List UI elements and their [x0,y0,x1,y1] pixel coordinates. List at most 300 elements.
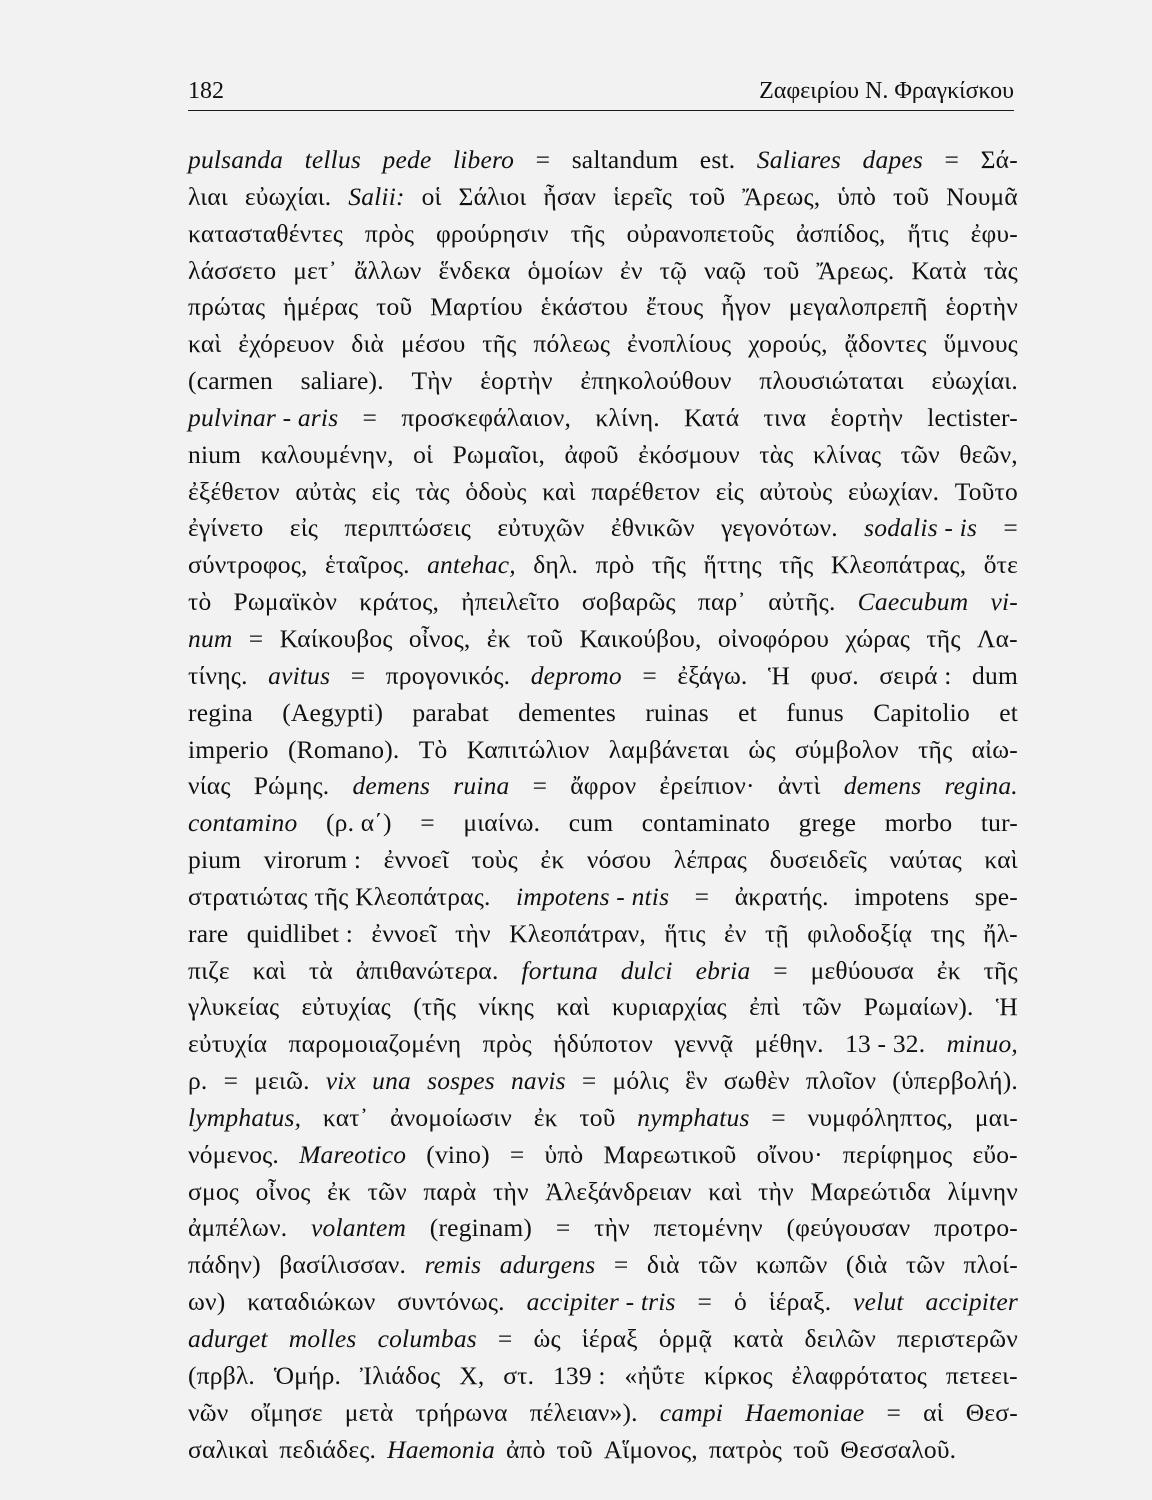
text-word: πλουσιώταται [759,366,904,396]
text-word: = [420,808,435,838]
text-word: τοῦ [763,255,800,285]
latin-lemma-word: ebria [695,955,751,985]
text-word: καὶ [984,845,1018,875]
text-word: ἐλαφρότατος [791,1360,928,1390]
text-word: τινα [763,402,807,432]
text-word: ἐπὶ [749,992,781,1022]
text-word: εὔο- [972,1139,1018,1169]
text-word: στρατιώτας τῆς Κλεοπάτρας. [188,881,491,911]
text-word: τρήρωνα [415,1397,508,1427]
latin-lemma-word: impotens - ntis [516,881,670,911]
text-word: ὁμοίων [527,255,604,285]
latin-lemma-word: libero [452,145,515,174]
text-line [188,805,1018,842]
text-word: ἥτις [664,918,706,948]
text-line [188,916,1018,953]
text-word: = [886,1397,902,1427]
latin-lemma-word: dulci [620,955,673,985]
text-word: Χ, [459,1360,485,1390]
text-word: τῆς [918,734,953,764]
text-word: ᾄδοντες [844,329,927,359]
text-word: ἱέραξ. [768,1287,832,1317]
text-word: tur- [980,808,1018,838]
text-word: Μαρεώτιδα [810,1176,931,1206]
text-word: ἔτους [645,292,704,322]
text-word: ἱερεῖς [613,181,673,211]
latin-lemma-word: minuo, [946,1029,1018,1059]
text-word: ἀμπέλων. [188,1213,288,1243]
text-word: ἕνδεκα [438,255,511,285]
text-word: morbo [884,808,953,838]
text-word: ἐγίνετο [188,513,264,543]
text-word: σωθὲν [723,1066,790,1096]
text-word: λάσσετο [188,255,277,285]
text-word: ρ. [188,1066,208,1096]
latin-lemma-word: columbas [377,1324,477,1353]
latin-lemma-word: demens [352,771,431,801]
text-word: = [697,1287,713,1317]
text-word: Κλεοπάτραν, [509,918,646,948]
text-word: ἀπὸ [505,1434,546,1464]
text-word: εὐτυχῶν [497,513,585,543]
text-word: τοῦ [689,181,726,211]
latin-lemma-word: adurgens [499,1250,596,1280]
text-word: τοῦ [556,1434,593,1464]
text-line [188,1210,1018,1247]
text-word: = [773,955,788,985]
text-line [188,253,1018,290]
text-word: τῆς [570,218,605,248]
text-word: μέθην. [754,1029,824,1059]
text-word: Καίκουβος [279,623,393,653]
text-word: εὐτυχία [188,1029,268,1059]
latin-lemma-word: Salii: [348,181,405,211]
text-word: Ἀλεξάνδρειαν [545,1176,692,1206]
latin-lemma-word: volantem [311,1213,407,1243]
text-word: σύντροφος, [188,550,308,580]
text-word: νίας [188,771,231,801]
latin-lemma-word: Haemonia [387,1434,495,1464]
text-line [188,1395,1018,1432]
text-word: οἶνος [255,1176,311,1206]
text-word: = [1003,513,1018,543]
text-line [188,1321,1018,1358]
text-word: πλοῖον [805,1066,877,1096]
latin-lemma-word: tellus [304,145,362,174]
text-word: ἥττης [703,550,762,580]
running-head: Ζαφειρίου Ν. Φραγκίσκου [759,78,1014,104]
text-word: nium [188,439,242,469]
text-word: Capitolio [873,697,970,727]
text-word: τῶν [905,1250,946,1280]
text-word: Καικούβου, [579,623,702,653]
text-word: ἥτις [907,218,949,248]
text-word: οἴμησε [250,1397,323,1427]
text-word: δυσειδεῖς [769,845,868,875]
text-word: πρὸς [364,218,415,248]
text-word: εἰς [371,476,400,506]
text-word: ἄφρον [570,771,637,801]
text-word: = [350,660,366,690]
text-word: τῷ [659,255,688,285]
text-line [188,216,1018,253]
text-word: = [613,1250,629,1280]
text-word: τῶν [698,1250,738,1280]
text-word: παρ᾽ [697,587,747,617]
latin-lemma-word: contamino [188,808,298,838]
text-line [188,842,1018,879]
text-word: 139 : [552,1360,606,1390]
text-word: Ρωμαίων). [863,992,974,1022]
text-word: ἐκ [327,1176,352,1206]
text-word: φυσ. [810,660,859,690]
text-word: ἐξάγω. [677,660,748,690]
text-word: χώρας [845,623,911,653]
text-word: κυριαρχίας [612,992,727,1022]
text-word: grege [798,808,857,838]
text-word: τὰς [759,439,794,469]
latin-lemma-word: num [188,623,233,653]
text-word: lectister- [927,402,1018,432]
text-word: τοῦ [526,623,564,653]
text-word: Μαρεωτικοῦ [603,1139,737,1169]
text-line [188,326,1018,363]
text-line [188,1358,1018,1395]
text-word: contaminato [641,808,771,838]
text-word: προγονικός. [385,660,511,690]
text-word: impotens [854,881,950,911]
text-word: σαλικαὶ [188,1434,269,1464]
text-word: ὁ [733,1287,747,1317]
text-word: κατὰ [733,1324,784,1353]
text-word: regina [188,697,253,727]
page-header [188,68,1014,111]
text-word: εὐωχίαι. [244,181,332,211]
text-word: μεθύουσα [810,955,914,985]
text-word: καὶ [708,1176,742,1206]
text-word: κλίνη. [595,402,660,432]
latin-lemma-word: velut [853,1287,904,1317]
latin-lemma-word: depromo [530,660,622,690]
text-word: εἰς [289,513,319,543]
text-word: ἄλλων [354,255,422,285]
text-word: τὰ [308,955,333,985]
text-word: ἀπιθανώτερα. [355,955,499,985]
text-word: = [223,1066,239,1096]
text-word: Τὸ [418,734,448,764]
text-line [188,474,1018,511]
latin-lemma-word: Saliares [756,145,842,174]
latin-lemma-word: vix [325,1066,357,1096]
text-word: ἐρείπιον· [659,771,755,801]
text-line [188,289,1018,326]
commentary-text [188,142,1018,1468]
text-word: διὰ [351,329,385,359]
text-word: = [509,1139,525,1169]
text-line [188,363,1018,400]
text-word: ων) [188,1287,226,1317]
latin-lemma-word: pulsanda [188,145,284,174]
text-word: αἱ [923,1397,944,1427]
text-word: μετ᾽ [293,255,338,285]
text-word: ἀντὶ [777,771,821,801]
text-word: ἀφοῦ [564,439,619,469]
text-word: Ρώμης. [253,771,330,801]
text-word: ἡδύποτον [553,1029,653,1059]
text-word: λαμβάνεται [608,734,730,764]
text-word: εὐωχίαν. [848,476,940,506]
text-word: Σά- [980,145,1018,174]
text-word: ὁρμᾷ [658,1324,713,1353]
text-word: τὴν [758,1176,794,1206]
text-word: πρὸς [482,1029,532,1059]
text-word: σύμβολον [794,734,899,764]
text-word: τῆς [779,550,814,580]
text-word: = [248,623,264,653]
text-line [188,1063,1018,1100]
text-word: κατ᾽ [322,1102,369,1132]
text-word: τῆς [651,550,687,580]
text-word: ἀκρατής. [734,881,829,911]
text-word: καταδιώκων [247,1287,376,1317]
text-word: ἐνοπλίους [627,329,732,359]
text-word: = [694,881,710,911]
text-line [188,1247,1018,1284]
text-line [188,437,1018,474]
text-word: ἑορτὴν [480,366,553,396]
text-word: virorum : [263,845,362,875]
text-word: πιζε [188,955,230,985]
text-word: τοῦ [579,1102,616,1132]
latin-lemma-word: Mareotico [299,1139,407,1169]
text-word: ἐφυ- [970,218,1018,248]
text-word: Ρωμαϊκὸν [233,587,338,617]
text-word: Ἄρεως. [816,255,895,285]
text-word: οἱ [421,181,442,211]
text-word: 13 - 32. [845,1029,926,1059]
text-word: κλίνας [812,439,882,469]
text-word: φιλοδοξίᾳ [807,918,913,948]
text-word: ἐννοεῖ [383,845,449,875]
text-word: ἑορτὴν [830,402,904,432]
text-word: ἐκ [486,623,511,653]
text-word: ἐν [620,255,643,285]
text-line [188,1174,1018,1211]
text-word: γλυκείας [188,992,280,1022]
text-word: τῶν [900,439,940,469]
text-word: λέπρας [673,845,748,875]
latin-lemma-word: molles [288,1324,357,1353]
text-word: ὡς [533,1324,561,1353]
text-word: γεννᾷ [674,1029,734,1059]
text-word: ὕμνους [943,329,1018,359]
text-word: τὸ [188,587,212,617]
text-word: περίφημος [842,1139,953,1169]
text-word: εὐωχίαι. [931,366,1018,396]
text-word: dementes [518,697,617,727]
latin-lemma-word: campi [659,1397,724,1427]
text-line [188,732,1018,769]
text-word: funus [786,697,844,727]
text-word: τὰς [415,476,450,506]
text-word: Νουμᾶ [946,181,1018,211]
text-word: γεγονότων. [721,513,838,543]
latin-lemma-word: una [372,1066,412,1096]
text-word: Κλεοπάτρας, [830,550,967,580]
text-line [188,510,1018,547]
latin-lemma-word: remis [424,1250,482,1280]
text-word: τοῦ [793,1434,830,1464]
text-word: πετομένην [653,1213,763,1243]
text-word: ἦγον [721,292,771,322]
text-word: Σάλιοι [458,181,527,211]
text-word: ὑπὸ [544,1139,584,1169]
latin-lemma-word: Haemoniae [745,1397,865,1427]
text-word: οἶνος, [408,623,471,653]
text-word: πατρὸς [708,1434,783,1464]
text-line [188,1026,1018,1063]
text-word: καὶ [252,955,287,985]
text-word: οὐρανοπετοῦς [626,218,775,248]
text-word: (Aegypti) [282,697,384,727]
text-word: σοβαρῶς [581,587,676,617]
text-word: ἐκ [533,1102,558,1132]
text-word: est. [699,145,736,174]
text-word: πόλεως [533,329,611,359]
text-line [188,953,1018,990]
text-word: Θεσσαλοῦ. [840,1434,957,1464]
text-word: et [738,697,757,727]
latin-lemma-word: fortuna [521,955,598,985]
text-word: ναύτας [889,845,962,875]
text-word: πάδην) [188,1250,261,1280]
text-word: = [555,1213,571,1243]
text-word: (reginam) [429,1213,533,1243]
text-word: χορούς, [748,329,828,359]
latin-lemma-word: sodalis - is [864,513,978,543]
text-word: Ρωμαῖοι, [452,439,546,469]
text-word: (τῆς [413,992,457,1022]
text-word: Ἡ [767,660,791,690]
text-word: τοὺς [471,845,518,875]
text-word: διὰ [646,1250,680,1280]
text-word: τῇ [764,918,789,948]
text-word: τίνης. [188,660,248,690]
text-word: spe- [974,881,1018,911]
text-word: της [930,918,965,948]
text-word: πεδιάδες. [279,1434,377,1464]
text-word: ἑταῖρος. [324,550,410,580]
text-word: imperio [188,734,269,764]
text-word: (carmen [188,366,273,396]
text-word: θεῶν, [959,439,1018,469]
latin-lemma-word: accipiter [925,1287,1018,1317]
text-word: dum [972,660,1018,690]
text-word: Κατὰ [911,255,967,285]
latin-lemma-word: lymphatus, [188,1102,302,1132]
text-line [188,547,1018,584]
text-word: οἱ [413,439,434,469]
text-word: καὶ [542,476,576,506]
text-word: βασίλισσαν. [279,1250,407,1280]
text-word: τῆς [983,955,1018,985]
text-word: παρὰ [423,1176,477,1206]
latin-lemma-word: ruina [453,771,510,801]
text-line [188,989,1018,1026]
text-word: = [581,1066,597,1096]
text-word: Τὴν [411,366,453,396]
text-word: Κατά [684,402,740,432]
text-word: Θεσ- [965,1397,1018,1427]
text-word: καὶ [556,992,590,1022]
text-word: τὴν [493,1176,529,1206]
text-word: μεγαλοπρεπῆ [788,292,928,322]
text-word: τὴν [594,1213,630,1243]
text-word: Τοῦτο [954,476,1018,506]
text-word: (ρ. α΄) [325,808,392,838]
text-word: (διὰ [845,1250,888,1280]
latin-lemma-word: dapes [862,145,924,174]
text-word: = [362,402,378,432]
text-word: τῶν [367,1176,407,1206]
text-word: φρούρησιν [435,218,549,248]
text-word: ἤλ- [983,918,1018,948]
text-word: = [944,145,960,174]
latin-lemma-word: pede [382,145,432,174]
text-word: οἰνοφόρου [717,623,830,653]
text-word: ἐχόρευον [238,329,335,359]
text-word: μειῶ. [254,1066,310,1096]
text-word: ἀσπίδος, [795,218,886,248]
latin-lemma-word: avitus [268,660,331,690]
text-word: κράτος, [359,587,440,617]
text-line [188,695,1018,732]
text-word: μαι- [974,1102,1018,1132]
text-word: rare [188,918,229,948]
text-word: Ἄρεως, [742,181,821,211]
text-word: δειλῶν [804,1324,877,1353]
text-word: αἰω- [971,734,1018,764]
latin-lemma-word: Caecubum [857,587,969,617]
text-word: ἐκ [540,845,565,875]
text-word: νόσου [586,845,652,875]
text-word: ναῷ [704,255,747,285]
text-word: κωπῶν [755,1250,828,1280]
text-word: ruinas [645,697,709,727]
latin-lemma-word: vi- [990,587,1018,617]
text-word: saliare). [300,366,384,396]
text-word: καλουμένην, [260,439,394,469]
latin-lemma-word: nymphatus [637,1102,750,1132]
text-word: Μαρτίου [430,292,523,322]
text-word: τοῦ [376,292,413,322]
text-word: πλοί- [963,1250,1018,1280]
text-word: τῆς [926,623,961,653]
text-word: αὐτοὺς [759,476,833,506]
text-word: νόμενος. [188,1139,280,1169]
text-word: κατασταθέντες [188,218,344,248]
text-word: πετεει- [945,1360,1018,1390]
text-word: τῶν [802,992,842,1022]
text-word: αὐτὰς [295,476,357,506]
text-word: συντόνως. [397,1287,505,1317]
text-word: ἦσαν [543,181,597,211]
text-word: σειρά : [879,660,952,690]
text-word: Λα- [976,623,1018,653]
text-word: αὐτῆς. [768,587,836,617]
latin-lemma-word: navis [510,1066,566,1096]
text-word: ἑκάστου [540,292,629,322]
